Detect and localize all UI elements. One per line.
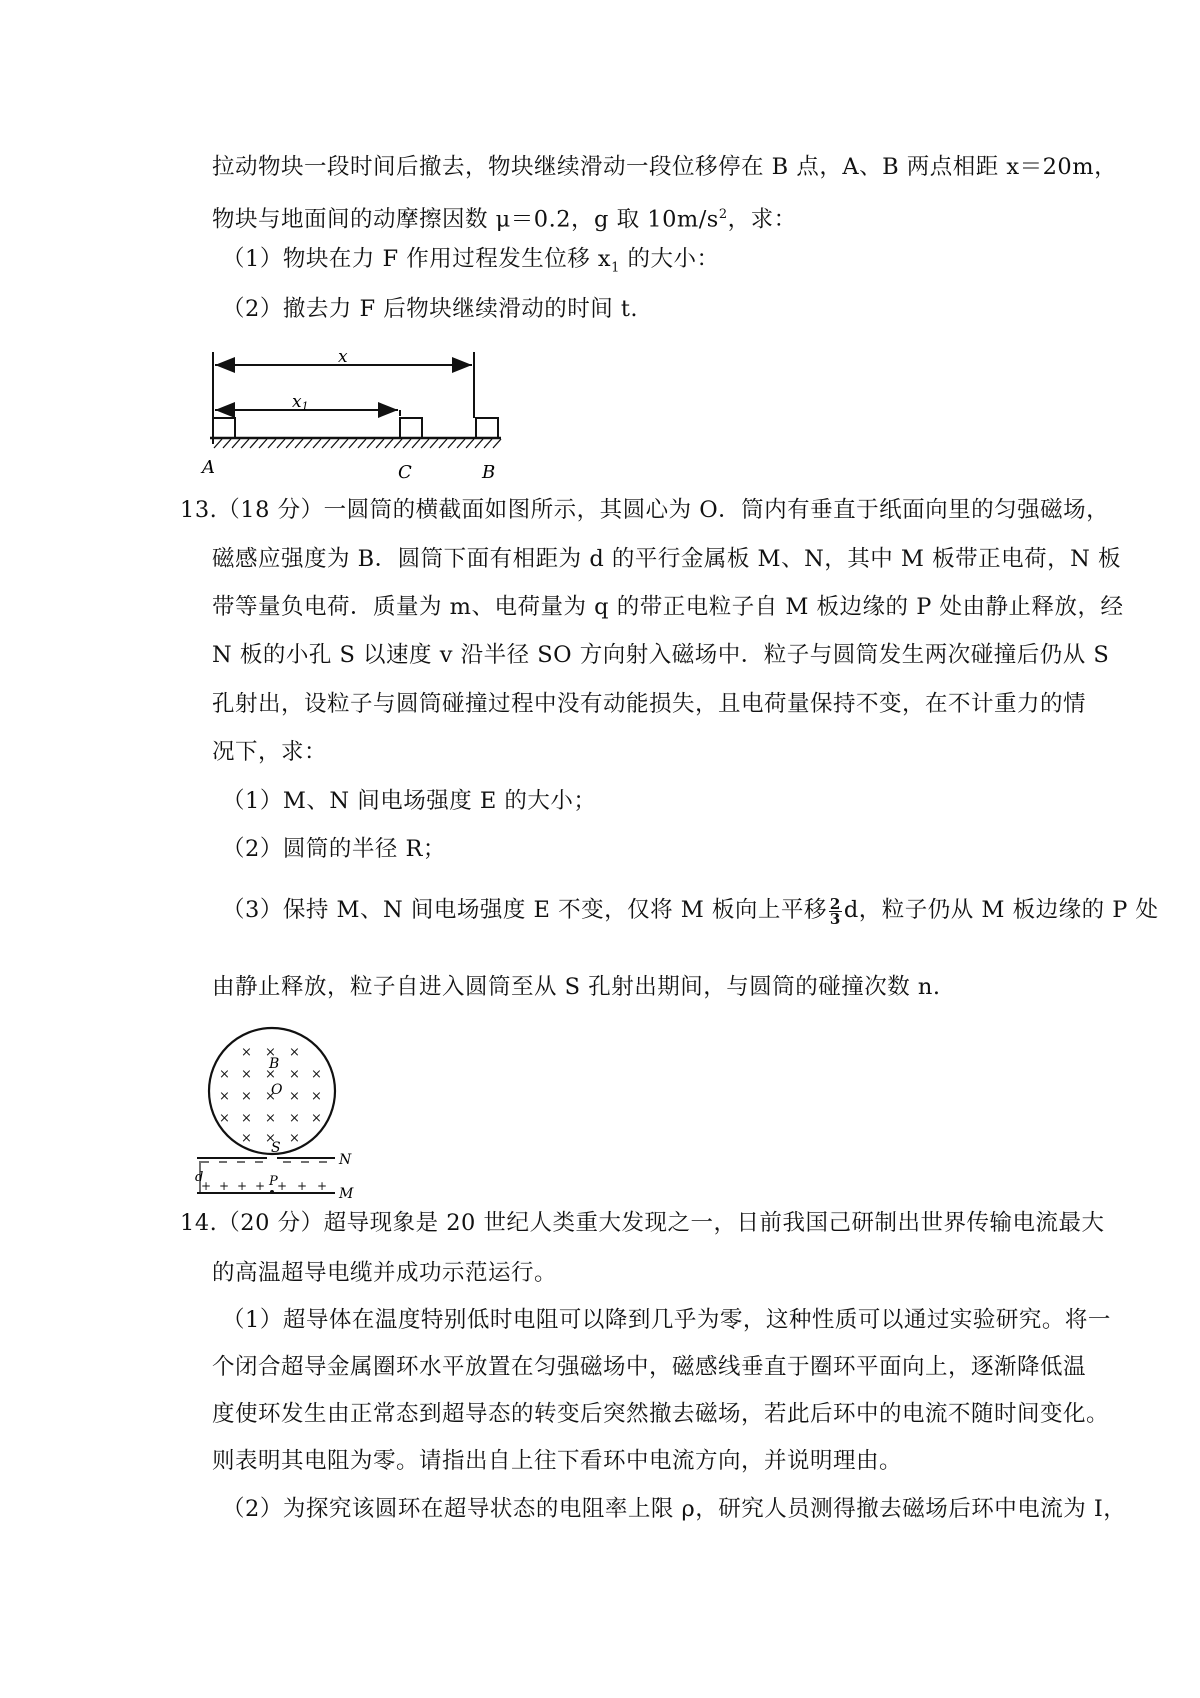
- label-x1: x1: [292, 392, 309, 413]
- svg-text:×: ×: [219, 1067, 230, 1082]
- svg-text:+: +: [237, 1179, 248, 1193]
- svg-text:×: ×: [219, 1111, 230, 1126]
- svg-text:+: +: [317, 1179, 328, 1193]
- block-A: [213, 418, 235, 438]
- p12-figure: [200, 347, 550, 485]
- label-A: A: [202, 457, 215, 478]
- svg-text:+: +: [201, 1179, 212, 1193]
- p14-question-2-line-1: （2）为探究该圆环在超导状态的电阻率上限 ρ，研究人员测得撤去磁场后环中电流为 I，: [222, 1496, 1127, 1522]
- p12-line-2-tail: ，求：: [727, 206, 797, 233]
- label-B: B: [482, 462, 496, 483]
- svg-text:×: ×: [311, 1089, 322, 1104]
- label-B-field: B: [269, 1056, 280, 1072]
- svg-text:×: ×: [265, 1111, 276, 1126]
- p14-question-1-line-4: 则表明其电阻为零。请指出自上往下看环中电流方向，并说明理由。: [212, 1448, 903, 1474]
- svg-text:×: ×: [311, 1067, 322, 1082]
- p12-line-2-superscript: 2: [718, 207, 728, 222]
- svg-text:×: ×: [241, 1045, 252, 1060]
- label-P-point: P: [269, 1174, 278, 1189]
- p12-q1-tail: 的大小：: [619, 246, 720, 272]
- label-d: d: [195, 1170, 204, 1185]
- plate-M-charges: [201, 1179, 327, 1193]
- svg-text:+: +: [219, 1179, 230, 1193]
- fraction-two-thirds: [829, 894, 842, 928]
- block-B: [476, 418, 498, 438]
- label-O-center: O: [271, 1082, 283, 1098]
- fraction-denominator: 3: [829, 909, 841, 928]
- p13-question-3: [222, 895, 1159, 926]
- p14-question-1-line-2: 个闭合超导金属圈环水平放置在匀强磁场中，磁感线垂直于圈环平面向上，逐渐降低温: [212, 1354, 1087, 1380]
- svg-text:×: ×: [219, 1089, 230, 1104]
- svg-text:+: +: [277, 1179, 288, 1193]
- label-N-plate: N: [339, 1152, 352, 1168]
- p12-text-line-2: [212, 200, 797, 235]
- svg-text:×: ×: [265, 1089, 276, 1104]
- svg-text:×: ×: [241, 1067, 252, 1082]
- p13-text-line-5: 孔射出，设粒子与圆筒碰撞过程中没有动能损失，且电荷量保持不变，在不计重力的情: [212, 691, 1087, 717]
- p13-figure: [195, 1030, 385, 1202]
- svg-text:+: +: [255, 1179, 266, 1193]
- p13-question-3-line-2: 由静止释放，粒子自进入圆筒至从 S 孔射出期间，与圆筒的碰撞次数 n.: [212, 974, 941, 1000]
- svg-text:×: ×: [289, 1111, 300, 1126]
- svg-text:×: ×: [241, 1089, 252, 1104]
- label-S-hole: S: [271, 1140, 281, 1156]
- svg-text:×: ×: [241, 1131, 252, 1146]
- p13-text-line-4: N 板的小孔 S 以速度 v 沿半径 SO 方向射入磁场中．粒子与圆筒发生两次碰撞后仍从 S: [212, 642, 1110, 668]
- p14-question-1-line-3: 度使环发生由正常态到超导态的转变后突然撤去磁场，若此后环中的电流不随时间变化。: [212, 1401, 1110, 1427]
- p13-question-1: （1）M、N 间电场强度 E 的大小；: [222, 788, 597, 814]
- p14-text-line-1: 14.（20 分）超导现象是 20 世纪人类重大发现之一，日前我国己研制出世界传输电流最大: [180, 1210, 1105, 1236]
- svg-text:×: ×: [311, 1111, 322, 1126]
- p13-text-line-2: 磁感应强度为 B．圆筒下面有相距为 d 的平行金属板 M、N，其中 M 板带正电荷，N 板: [212, 546, 1121, 572]
- svg-text:×: ×: [289, 1045, 300, 1060]
- p12-question-2: （2）撤去力 F 后物块继续滑动的时间 t.: [222, 296, 639, 322]
- p13-text-line-6: 况下，求：: [212, 739, 328, 765]
- p13-q3-tail: d，粒子仍从 M 板边缘的 P 处: [843, 897, 1159, 923]
- svg-text:×: ×: [265, 1045, 276, 1060]
- p12-question-1: [222, 244, 720, 284]
- label-C: C: [398, 462, 412, 483]
- block-C: [400, 418, 422, 438]
- p13-q3-text: （3）保持 M、N 间电场强度 E 不变，仅将 M 板向上平移: [222, 897, 827, 923]
- p13-question-2: （2）圆筒的半径 R；: [222, 836, 446, 862]
- p14-question-1-line-1: （1）超导体在温度特别低时电阻可以降到几乎为零，这种性质可以通过实验研究。将一: [222, 1307, 1111, 1333]
- svg-text:×: ×: [289, 1067, 300, 1082]
- p12-q1-text: （1）物块在力 F 作用过程发生位移 x: [222, 246, 612, 272]
- svg-text:×: ×: [289, 1131, 300, 1146]
- ground-hatching: [214, 439, 501, 448]
- p14-text-line-2: 的高温超导电缆并成功示范运行。: [212, 1260, 558, 1286]
- svg-text:×: ×: [241, 1111, 252, 1126]
- point-P: [270, 1190, 274, 1194]
- svg-text:×: ×: [265, 1067, 276, 1082]
- p12-q1-subscript: 1: [611, 260, 620, 276]
- p13-text-line-3: 带等量负电荷．质量为 m、电荷量为 q 的带正电粒子自 M 板边缘的 P 处由静止释放，经: [212, 594, 1124, 620]
- svg-text:×: ×: [289, 1089, 300, 1104]
- p12-line-2-text: 物块与地面间的动摩擦因数 μ＝0.2，g 取 10m/s: [212, 206, 719, 233]
- label-M-plate: M: [339, 1186, 354, 1202]
- svg-text:×: ×: [265, 1131, 276, 1146]
- p12-text-line-1: 拉动物块一段时间后撤去，物块继续滑动一段位移停在 B 点，A、B 两点相距 x＝20m，: [212, 154, 1118, 180]
- svg-text:+: +: [297, 1179, 308, 1193]
- p13-text-line-1: 13.（18 分）一圆筒的横截面如图所示，其圆心为 O．筒内有垂直于纸面向里的匀强磁场，: [180, 497, 1110, 523]
- fraction-numerator: 2: [829, 894, 841, 913]
- label-x: x: [338, 347, 348, 367]
